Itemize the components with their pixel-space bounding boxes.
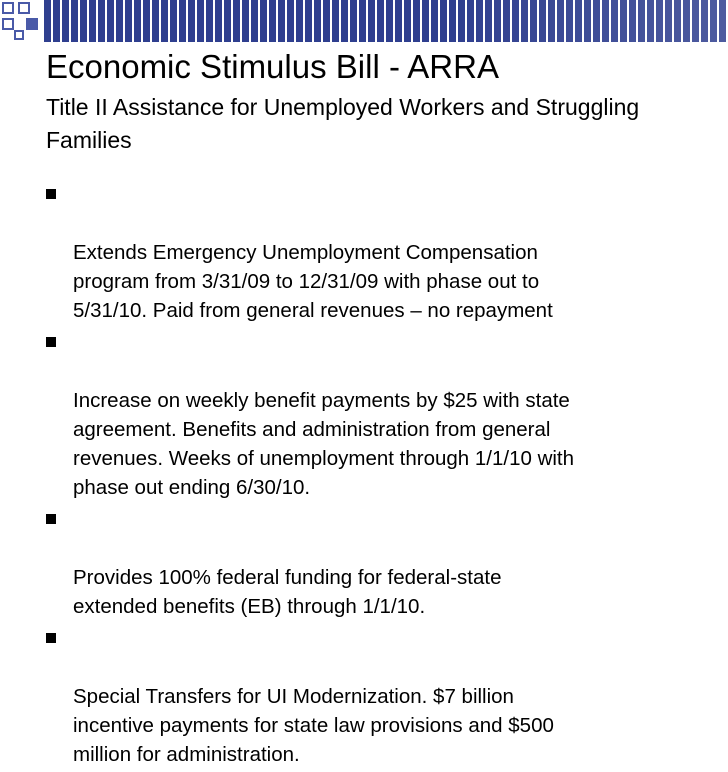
decorative-squares-icon <box>0 0 44 42</box>
bullet-list <box>44 180 684 772</box>
bullet-text: Increase on weekly benefit payments by $25 with state agreement. Benefits and administration from general revenues. Weeks of unemployment through 1/1/10 with phase out ending 6/30/10. <box>73 389 575 499</box>
bullet-item <box>44 624 684 769</box>
bullet-item <box>44 328 684 502</box>
bullet-item <box>44 505 684 621</box>
bullet-item <box>44 180 684 325</box>
bullet-text: Extends Emergency Unemployment Compensation program from 3/31/09 to 12/31/09 with phase out to 5/31/10. Paid from general revenues – no repayment <box>73 241 553 322</box>
corner-square <box>18 2 30 14</box>
slide-subtitle: Title II Assistance for Unemployed Workers and Struggling Families <box>46 94 640 153</box>
bullet-text: Special Transfers for UI Modernization. $7 billion incentive payments for state law provisions and $500 million for administration. <box>73 685 554 766</box>
square-bullet-icon <box>46 633 56 643</box>
corner-square <box>2 2 14 14</box>
corner-square <box>14 30 24 40</box>
square-bullet-icon <box>46 189 56 199</box>
header-banner <box>44 0 728 42</box>
square-bullet-icon <box>46 337 56 347</box>
bullet-text: Provides 100% federal funding for federal-state extended benefits (EB) through 1/1/10. <box>73 566 502 618</box>
square-bullet-icon <box>46 514 56 524</box>
corner-square <box>26 18 38 30</box>
slide-title: Economic Stimulus Bill - ARRA <box>46 48 499 85</box>
corner-square <box>2 18 14 30</box>
